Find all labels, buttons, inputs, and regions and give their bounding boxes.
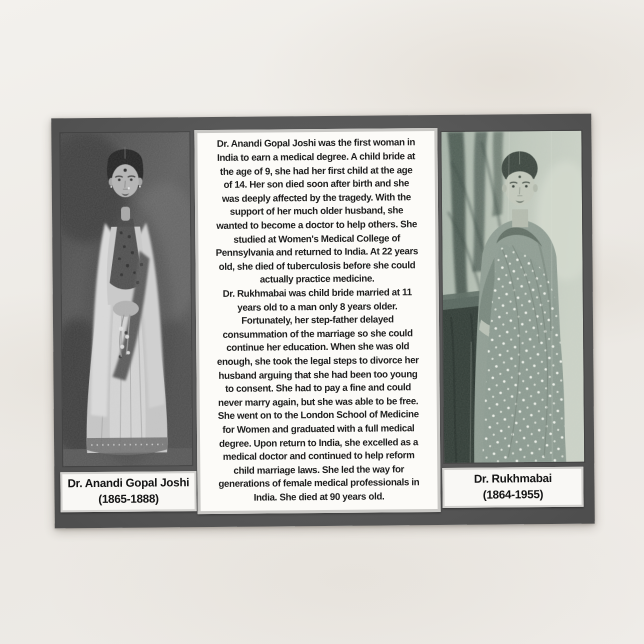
anandi-portrait-illustration — [60, 132, 192, 466]
bio-line: never marry again, but she was able to be free. — [218, 395, 419, 409]
photo-anandi-gopal-joshi — [60, 132, 192, 466]
bio-line: degree. Upon return to India, she excelled as a — [218, 436, 419, 450]
bio-line: medical doctor and continued to help reform — [222, 450, 415, 464]
bio-line: the age of 9, she had her first child at the age — [219, 164, 413, 178]
bio-line: husband arguing that she had been too young — [218, 368, 418, 382]
bio-line: Fortunately, her step-father delayed — [241, 314, 394, 327]
bio-text — [197, 131, 437, 511]
bio-line: wanted to become a doctor to help others. She — [216, 219, 418, 232]
postcard — [51, 114, 595, 529]
bio-line: enough, she took the legal steps to divorce her — [216, 355, 419, 368]
bio-line: child marriage laws. She led the way for — [233, 464, 405, 477]
caption-anandi-years: (1865-1888) — [98, 493, 159, 506]
bio-text-panel — [194, 128, 440, 514]
bio-line: Dr. Anandi Gopal Joshi was the first woman in — [216, 137, 416, 151]
bio-line: India to earn a medical degree. A child bride at — [216, 151, 416, 164]
bio-line: She went on to the London School of Medicine — [217, 409, 419, 423]
bio-line: generations of female medical professionals in — [218, 477, 420, 491]
bio-line: old, she died of tuberculosis before she could — [218, 260, 416, 273]
rukhmabai-portrait-illustration — [441, 131, 584, 463]
bio-line: for Women and graduated with a full medical — [222, 423, 415, 436]
bio-line: Dr. Rukhmabai was child bride married at 11 — [222, 287, 412, 300]
bio-line: actually practice medicine. — [259, 273, 375, 286]
bio-line: support of her much older husband, she — [229, 205, 404, 219]
bio-line: of 14. Her son died soon after birth and she — [223, 178, 410, 192]
caption-anandi — [60, 471, 196, 512]
bio-line: continue her education. When she was old — [226, 341, 410, 355]
caption-rukhmabai-years: (1864-1955) — [482, 489, 544, 502]
bio-line: was deeply affected by the tragedy. With the — [221, 192, 411, 205]
bio-line: Pennsylvania and returned to India. At 22 years — [215, 246, 419, 260]
caption-rukhmabai — [442, 467, 583, 508]
bio-line: to consent. She had to pay a fine and could — [225, 382, 411, 396]
caption-rukhmabai-name: Dr. Rukhmabai — [473, 473, 552, 486]
caption-anandi-name: Dr. Anandi Gopal Joshi — [67, 477, 190, 491]
bio-line: years old to a man only 8 years older. — [237, 300, 398, 314]
photo-rukhmabai — [441, 131, 584, 463]
bio-line: studied at Women's Medical College of — [233, 232, 401, 246]
bio-line: consummation of the marriage so she could — [222, 328, 413, 341]
bio-line: India. She died at 90 years old. — [253, 491, 385, 504]
